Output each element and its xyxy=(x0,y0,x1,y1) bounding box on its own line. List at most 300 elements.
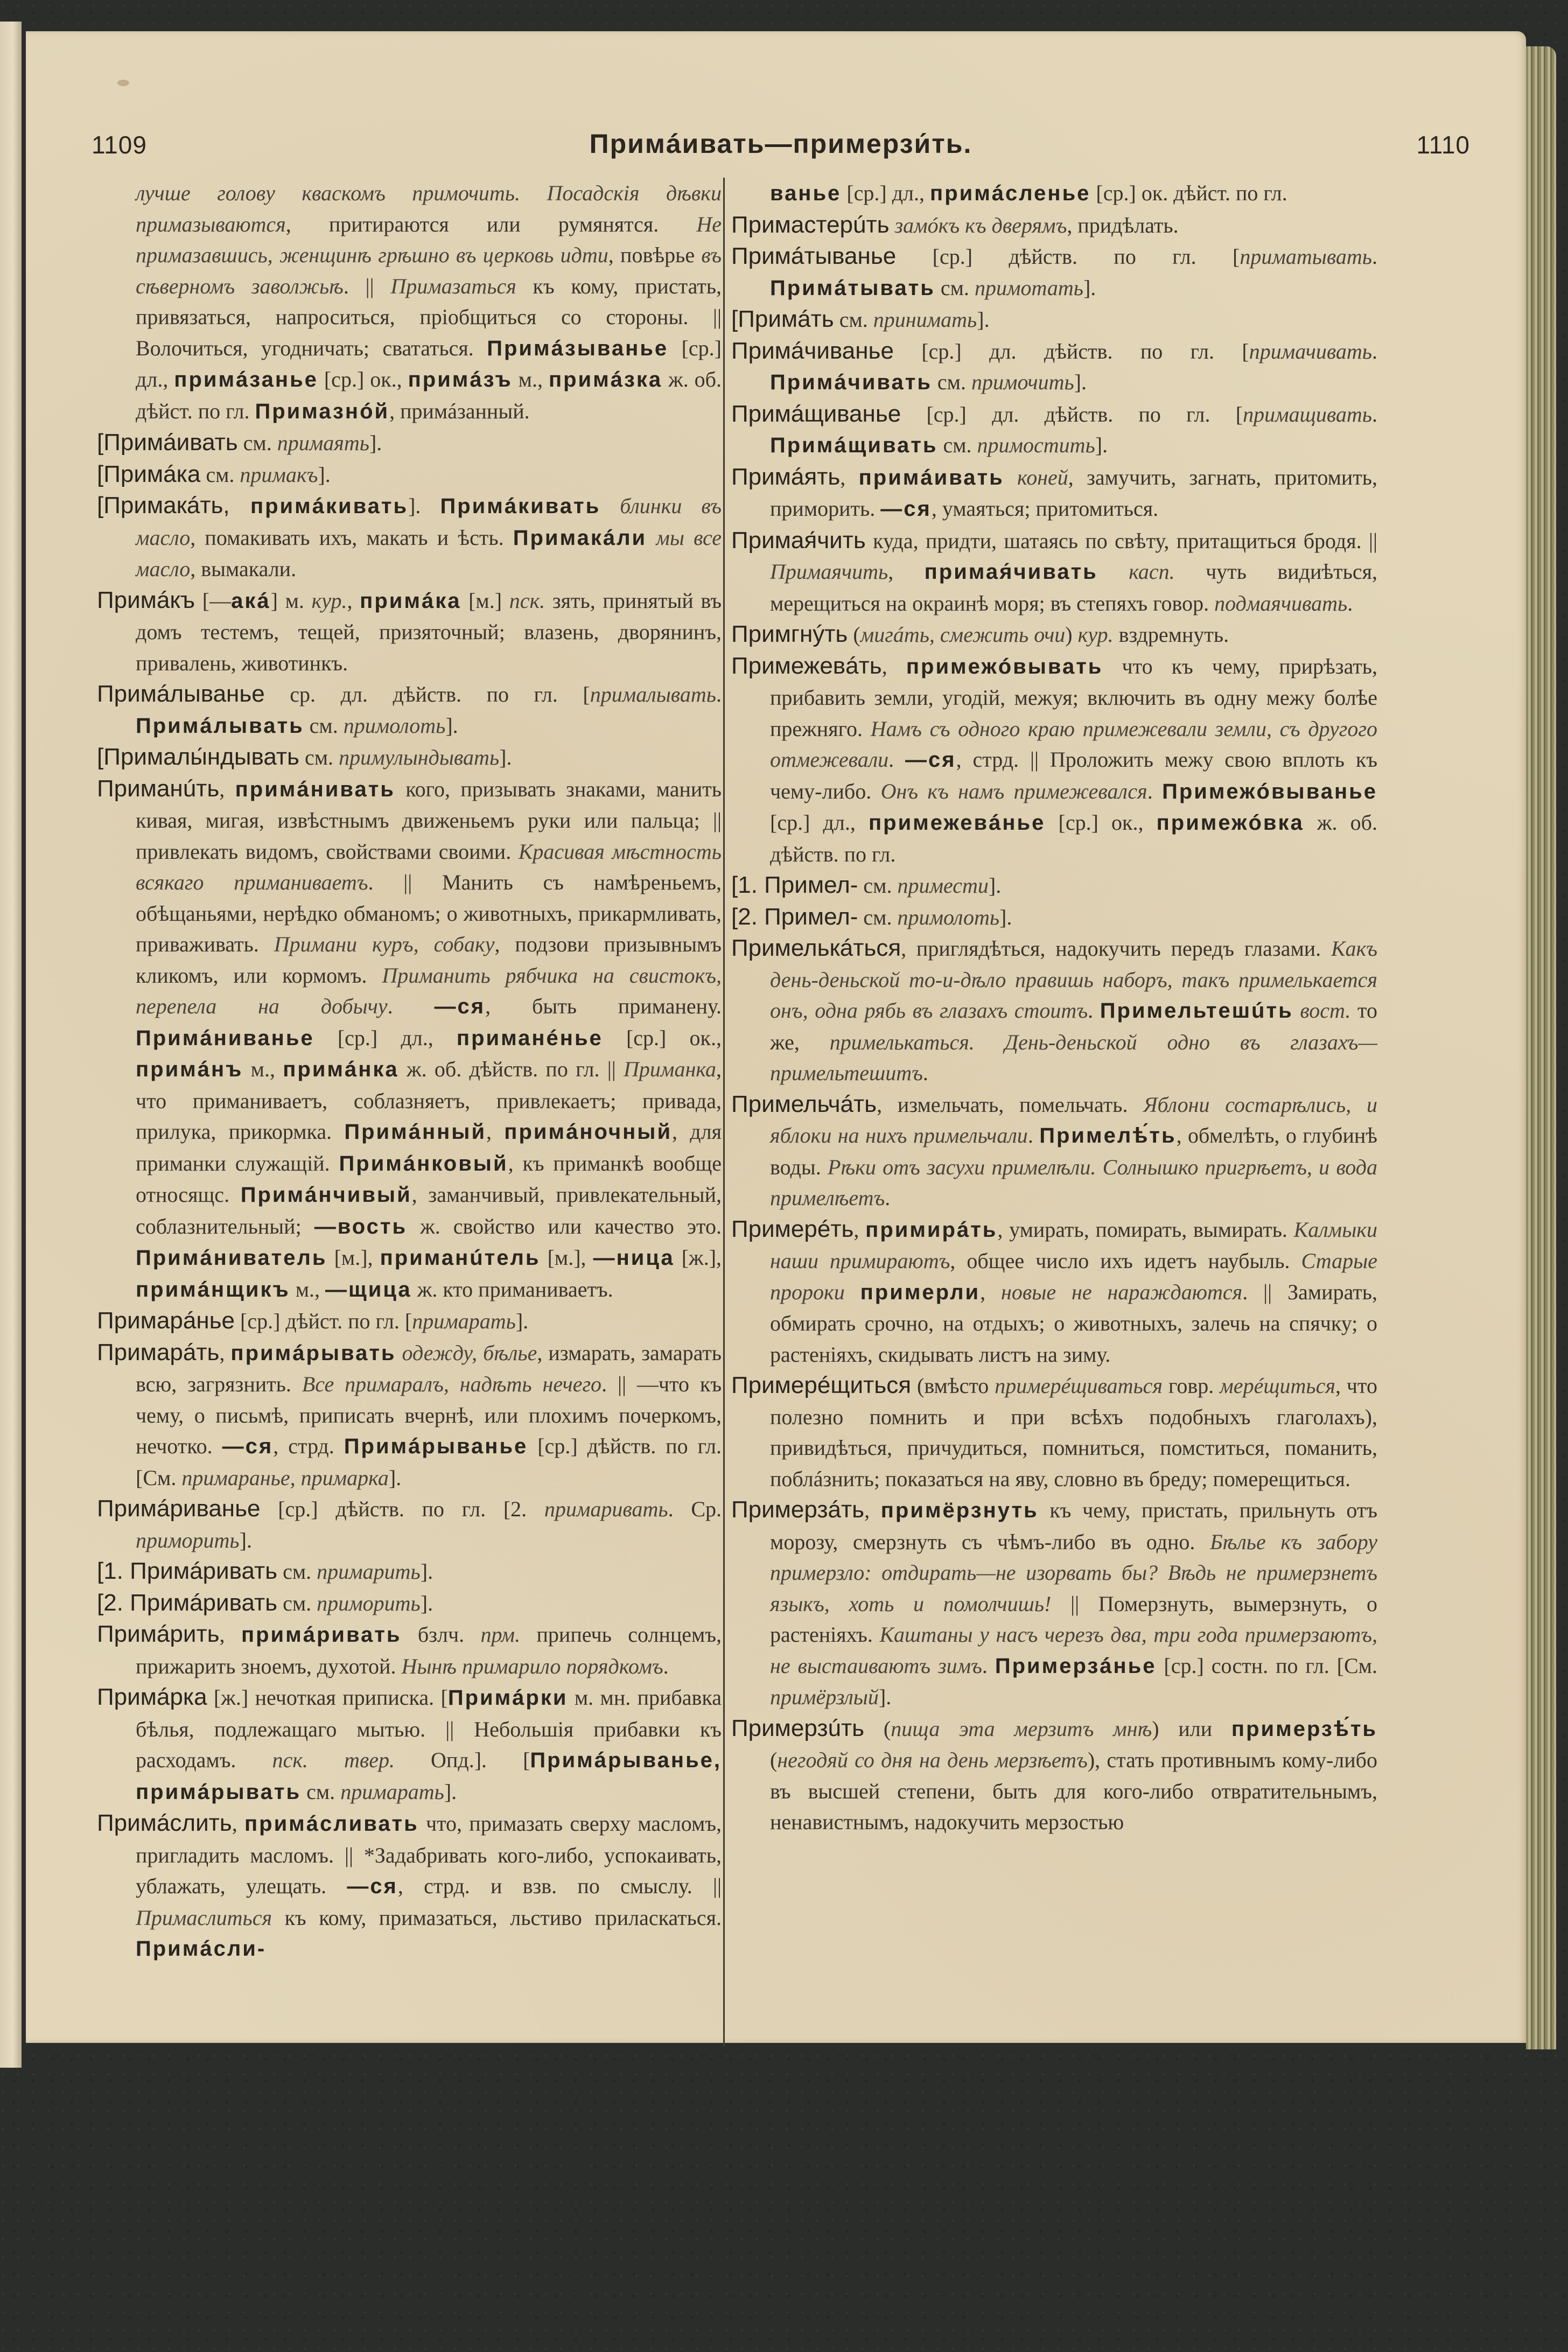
dictionary-entry xyxy=(731,1370,1377,1494)
plain-text: [ж.], xyxy=(674,1245,722,1270)
plain-text: ( xyxy=(864,1716,891,1741)
bold-form: Примáтывать xyxy=(770,276,935,300)
plain-text: ]. xyxy=(318,462,331,487)
italic-text: мы все масло xyxy=(136,525,722,581)
plain-text: , умаяться; притомиться. xyxy=(931,496,1159,521)
italic-text: лучше голову кваскомъ примочить. Посадскія дѣвки примазываются xyxy=(136,181,722,236)
dictionary-entry xyxy=(97,427,722,459)
italic-text: Примани куръ, собаку xyxy=(274,932,495,956)
plain-text: ]. xyxy=(1074,370,1087,394)
plain-text: см. xyxy=(304,713,344,738)
plain-text: . xyxy=(387,994,435,1018)
plain-text: . || xyxy=(343,274,391,298)
dictionary-entry xyxy=(731,1089,1377,1214)
italic-text: прм. xyxy=(480,1622,521,1647)
page-stain xyxy=(117,80,129,86)
dictionary-entry xyxy=(97,1682,722,1808)
plain-text: припечь солнцемъ, прижарить зноемъ, духотой. xyxy=(136,1622,722,1678)
plain-text: ]. xyxy=(388,1465,402,1490)
headword: [Примáивать xyxy=(97,429,238,456)
headword: Примáрка xyxy=(97,1684,207,1710)
bold-form: примáрывать xyxy=(230,1341,396,1365)
plain-text: м., xyxy=(290,1277,326,1301)
headword: Примáять xyxy=(731,463,841,490)
headword: Примáчиванье xyxy=(731,337,894,364)
plain-text: [ср.] дѣйств. по гл. [ xyxy=(896,244,1240,269)
headword: Примерзúть xyxy=(731,1714,865,1741)
plain-text: см. xyxy=(858,905,898,929)
dictionary-entry xyxy=(731,241,1377,304)
italic-text: подмаячивать xyxy=(1214,591,1348,615)
plain-text: см. xyxy=(200,462,240,487)
italic-text: примачивать xyxy=(1249,339,1372,363)
plain-text: , обмелѣть, о глубинѣ воды. xyxy=(770,1123,1377,1179)
headword: Примáрить xyxy=(97,1621,220,1647)
italic-text: Приманить рябчика на свистокъ, перепела на добычу xyxy=(136,963,722,1018)
headword: Примáслить xyxy=(97,1810,232,1836)
italic-text: негодяй со дня на день мерзѣетъ xyxy=(777,1748,1088,1772)
headword: Примая́чить xyxy=(731,527,866,554)
bold-form: примáзанье xyxy=(174,368,318,391)
bold-form: примежóвывать xyxy=(906,654,1103,678)
italic-text: принимать xyxy=(873,307,977,332)
plain-text: м., xyxy=(243,1057,283,1081)
plain-text: , xyxy=(980,1279,1002,1304)
bold-form: акá xyxy=(231,589,271,613)
bold-form: примáзъ xyxy=(408,368,513,391)
italic-text: пск. xyxy=(509,588,545,613)
plain-text: Опд.]. [ xyxy=(395,1748,530,1772)
plain-text: [ср.] дѣйств. по гл. [См. xyxy=(136,1434,722,1490)
italic-text: касп. xyxy=(1129,559,1175,584)
italic-text: примаять xyxy=(277,431,369,455)
dictionary-entry xyxy=(97,1337,722,1494)
dictionary-entry xyxy=(731,398,1377,461)
bold-form: примáка xyxy=(360,589,461,613)
plain-text: , повѣрье xyxy=(608,243,702,267)
dictionary-entry xyxy=(97,490,722,585)
running-head: Примáивать—примерзи́ть. xyxy=(589,129,972,159)
plain-text: , xyxy=(232,1811,244,1836)
bold-form: —щица xyxy=(325,1277,412,1301)
bold-form: примерзѣ́ть xyxy=(1231,1717,1378,1741)
plain-text: ]. xyxy=(420,1559,433,1584)
plain-text: ]. xyxy=(369,431,382,455)
bold-form: —вость xyxy=(314,1214,408,1238)
italic-text: Красивая мѣстность всякаго приманиваетъ xyxy=(136,839,722,894)
plain-text: . xyxy=(1027,1123,1040,1147)
italic-text: Онъ къ намъ примежевался xyxy=(880,779,1147,803)
bold-form: примáнщикъ xyxy=(136,1277,290,1301)
headword: [Примáть xyxy=(731,306,834,332)
bold-form: Примáчивать xyxy=(770,370,932,394)
headword: Приманúть xyxy=(97,775,220,802)
plain-text: бзлч. xyxy=(401,1622,481,1647)
entry-continuation xyxy=(731,178,1377,209)
plain-text: кого, призывать знаками, манить кивая, мигая, извѣстнымъ движеньемъ руки или пальца; || привлекать видомъ, свойствами своими. xyxy=(136,776,722,864)
headword: Примелькáться xyxy=(731,935,901,961)
italic-text: примочить xyxy=(971,370,1074,394)
plain-text: [— xyxy=(195,588,232,613)
plain-text: , xyxy=(486,1119,505,1144)
plain-text xyxy=(1004,465,1017,489)
italic-text: блинки въ масло xyxy=(136,494,722,550)
plain-text: ]. xyxy=(988,873,1002,898)
plain-text: ]. xyxy=(1083,275,1096,300)
dictionary-entry xyxy=(731,933,1377,1089)
bold-form: Примежóвыванье xyxy=(1162,779,1377,803)
plain-text: , измарать, замарать всю, загрязнить. xyxy=(136,1340,722,1396)
plain-text: см. xyxy=(932,370,971,394)
bold-form: Примакáли xyxy=(513,526,647,550)
bold-form: Примáниватель xyxy=(136,1246,327,1270)
plain-text: , умирать, помирать, вымирать. xyxy=(997,1217,1294,1242)
plain-text: см. xyxy=(277,1559,317,1584)
bold-form: Примáниванье xyxy=(136,1026,314,1050)
plain-text: [ср.] ок., xyxy=(603,1025,722,1050)
bold-form: —ся xyxy=(222,1434,274,1458)
plain-text: . Ср. xyxy=(668,1497,722,1521)
bold-form: Примáкивать xyxy=(440,494,601,518)
italic-text: Яблони состарѣлись, и яблоки на нихъ примельчали xyxy=(770,1092,1377,1147)
plain-text: [ср.] дл., xyxy=(770,810,869,835)
plain-text: ) или xyxy=(1152,1716,1231,1741)
bold-form: Примáнный xyxy=(344,1120,487,1144)
column-divider xyxy=(723,178,725,2046)
dictionary-entry xyxy=(731,335,1377,398)
plain-text: ( xyxy=(848,622,860,647)
plain-text: ж. об. дѣйст. по гл. xyxy=(136,367,722,423)
plain-text xyxy=(647,526,656,550)
plain-text: , xyxy=(853,1217,866,1242)
dictionary-entry xyxy=(97,773,722,1306)
italic-text: примолоть xyxy=(897,905,1000,929)
dictionary-entry xyxy=(97,741,722,773)
italic-text: въ сѣверномъ заволжьѣ xyxy=(136,243,722,298)
headword: [Примакáть, xyxy=(97,492,250,519)
headword: Примáтыванье xyxy=(731,243,897,269)
plain-text: . || —что къ чему, о письмѣ, приписать вчернѣ, или плохимъ почеркомъ, нечотко. xyxy=(136,1372,722,1458)
plain-text: см. xyxy=(937,433,977,457)
plain-text: . || Замирать, обмирать срочно, на отдыхъ; о животныхъ, залечь на спячку; о растеніяхъ, скидывать листъ на зиму. xyxy=(770,1279,1378,1367)
plain-text: [ср.] ок., xyxy=(318,367,408,391)
plain-text: см. xyxy=(858,873,898,898)
plain-text: ]. xyxy=(515,1309,529,1333)
italic-text: Примазаться xyxy=(390,274,516,298)
bold-form: примая́чивать xyxy=(924,560,1098,584)
italic-text: Калмыки наши примираютъ xyxy=(770,1217,1378,1273)
bold-form: —ница xyxy=(593,1246,675,1270)
bold-form: приманúтель xyxy=(380,1246,541,1270)
plain-text: . xyxy=(1372,339,1377,363)
plain-text xyxy=(845,1280,860,1304)
plain-text: , что приманиваетъ, соблазняетъ, привлекаетъ; привада, прилука, прикормка. xyxy=(136,1057,722,1144)
italic-text: мигáть, смежить очи xyxy=(860,622,1066,647)
dictionary-entry xyxy=(731,461,1377,525)
plain-text: чуть видиѣться, мерещиться на окраинѣ моря; въ степяхъ говор. xyxy=(770,559,1378,615)
italic-text: примаривать xyxy=(544,1497,668,1521)
page-number-left: 1109 xyxy=(92,131,147,159)
italic-text: пища эта мерзитъ мнѣ xyxy=(891,1716,1152,1741)
headword: [1. Примáривать xyxy=(97,1558,278,1584)
bold-form: Примáрыванье xyxy=(344,1434,528,1458)
bold-form: примежевáнье xyxy=(868,811,1046,835)
bold-form: Примельтешúть xyxy=(1100,999,1293,1023)
headword: Примастерúть xyxy=(731,211,890,238)
plain-text: . xyxy=(1372,402,1377,426)
plain-text: ]. xyxy=(445,713,458,738)
plain-text xyxy=(890,213,895,237)
plain-text: ж. об. дѣйств. по гл. xyxy=(770,810,1377,866)
plain-text: къ чему, пристать, прильнуть отъ морозу, смерзнуть съ чѣмъ-либо въ одно. xyxy=(770,1498,1378,1554)
italic-text: Приманка xyxy=(624,1057,717,1081)
italic-text: примаранье, примарка xyxy=(181,1465,389,1490)
plain-text: , быть приманену. xyxy=(485,994,722,1018)
bold-form: примáсленье xyxy=(930,181,1091,205)
dictionary-entry xyxy=(97,678,722,741)
dictionary-entry xyxy=(97,585,722,679)
italic-text: приморить xyxy=(317,1591,421,1615)
italic-text: Все примаралъ, надѣть нечего xyxy=(302,1372,602,1396)
bold-form: Примелѣ́ть xyxy=(1039,1124,1177,1147)
plain-text: см. xyxy=(834,307,873,332)
bold-form: —ся xyxy=(347,1874,398,1898)
italic-text: Какъ день-деньской то-и-дѣло правишь наборъ, такъ примелькается онъ, одна рябь въ глазахъ стоитъ xyxy=(770,936,1377,1023)
bold-form: Примерзáнье xyxy=(995,1654,1157,1678)
italic-text: кур. xyxy=(1077,622,1114,647)
plain-text: . xyxy=(1088,998,1100,1023)
bold-form: —ся xyxy=(905,748,956,772)
plain-text: ]. xyxy=(499,745,512,769)
plain-text: (вмѣсто xyxy=(911,1374,995,1398)
italic-text: примакъ xyxy=(240,462,318,487)
plain-text: , приглядѣться, надокучить передъ глазами. xyxy=(901,936,1331,961)
plain-text: куда, придти, шатаясь по свѣту, притащиться бродя. || xyxy=(865,528,1377,553)
plain-text xyxy=(1098,559,1129,584)
dictionary-entry xyxy=(731,209,1377,241)
headword: Примáщиванье xyxy=(731,400,901,427)
plain-text: [ж.] нечоткая приписка. [ xyxy=(207,1685,448,1710)
italic-text: примостить xyxy=(977,433,1095,457)
plain-text: . xyxy=(663,1654,669,1678)
italic-text: Каштаны у насъ черезъ два, три года примерзаютъ, не выстаиваютъ зимъ xyxy=(770,1622,1377,1678)
dictionary-entry xyxy=(731,870,1377,901)
plain-text: [ср.] состн. по гл. [См. xyxy=(1156,1653,1377,1678)
plain-text: . xyxy=(888,747,906,772)
italic-text: Примаячить xyxy=(770,559,888,584)
plain-text: . xyxy=(1147,779,1163,803)
bold-form: примерли xyxy=(860,1280,981,1304)
plain-text: . || Манить съ намѣреньемъ, обѣщаньями, нерѣдко обманомъ; о животныхъ, прикармливать, приваживать. xyxy=(136,870,722,956)
plain-text: ] м. xyxy=(270,588,312,613)
italic-text: Старые пророки xyxy=(770,1249,1378,1304)
headword: [2. Примáривать xyxy=(97,1589,278,1616)
plain-text: см. xyxy=(299,745,339,769)
plain-text: къ кому, примазаться, льстиво приласкаться. xyxy=(272,1905,722,1930)
bold-form: Примáсли- xyxy=(136,1937,267,1961)
italic-text: примерéщиваться xyxy=(995,1374,1163,1398)
plain-text: , xyxy=(219,1340,231,1365)
bold-form: примáнка xyxy=(283,1058,399,1081)
plain-text: , для приманки служащій. xyxy=(136,1119,722,1175)
bold-form: примежóвка xyxy=(1156,811,1304,835)
plain-text: что, примазать сверху масломъ, пригладить масломъ. || *Задабривать кого-либо, успокаивать, ублажать, улещать. xyxy=(136,1811,722,1898)
plain-text: , стрд. || Проложить межу свою вплоть къ чему-либо. xyxy=(770,747,1378,803)
bold-form: примáивать xyxy=(858,465,1004,489)
plain-text: то же, xyxy=(770,998,1377,1054)
right-column xyxy=(731,178,1377,1838)
headword: [Примáка xyxy=(97,460,201,487)
bold-form: примáнъ xyxy=(136,1058,243,1081)
italic-text: Не примазавшись, женщинѣ грѣшно въ церковь идти xyxy=(136,212,722,267)
headword: Примежевáть xyxy=(731,652,882,679)
headword: [1. Примел- xyxy=(731,872,858,898)
italic-text: примарать xyxy=(412,1309,516,1333)
plain-text: , притираются или румянятся. xyxy=(285,212,697,236)
plain-text: , xyxy=(888,559,925,584)
bold-form: Примазнóй xyxy=(255,399,390,423)
dictionary-entry xyxy=(97,1556,722,1587)
bold-form: Примáзыванье xyxy=(487,336,669,360)
plain-text: ]. xyxy=(408,494,440,518)
plain-text: . xyxy=(885,1186,891,1210)
plain-text: ( xyxy=(770,1748,778,1772)
plain-text: м. мн. прибавка бѣлья, подлежащаго мытью. || Небольшія прибавки къ расходамъ. xyxy=(136,1685,722,1772)
italic-text: одежду, бѣлье xyxy=(402,1340,537,1365)
plain-text: , примáзанный. xyxy=(389,398,530,423)
left-column xyxy=(97,178,722,1965)
headword: Примерзáть xyxy=(731,1496,865,1523)
bold-form: ванье xyxy=(770,181,842,205)
headword: Примарáнье xyxy=(97,1307,235,1334)
plain-text: , подзови призывнымъ кликомъ, или кормомъ. xyxy=(136,932,722,988)
plain-text: , вымакали. xyxy=(190,557,297,581)
plain-text: ]. xyxy=(444,1779,457,1804)
bold-form: —ся xyxy=(434,995,486,1018)
bold-form: примирáть xyxy=(865,1217,998,1242)
plain-text: , стрд. и взв. по смыслу. || xyxy=(397,1874,722,1898)
plain-text: , xyxy=(864,1498,881,1522)
headword: [Прималы́ндывать xyxy=(97,744,299,770)
plain-text: . xyxy=(1372,244,1377,269)
headword: Примáриванье xyxy=(97,1495,261,1522)
plain-text: вздремнуть. xyxy=(1113,622,1229,647)
plain-text: , помакивать ихъ, макать и ѣсть. xyxy=(190,525,513,550)
italic-text: примолоть xyxy=(343,713,446,738)
plain-text xyxy=(1293,998,1300,1023)
bold-form: Примáщивать xyxy=(770,433,938,457)
plain-text: ]. xyxy=(878,1685,892,1709)
plain-text: , придѣлать. xyxy=(1067,213,1179,237)
plain-text: [ср.] дл., xyxy=(314,1025,457,1050)
italic-text: примести xyxy=(897,873,989,898)
headword: Примгнýть xyxy=(731,621,848,647)
adjacent-page-edge xyxy=(0,22,22,2068)
plain-text: , къ приманкѣ вообще относящс. xyxy=(136,1151,722,1207)
dictionary-entry xyxy=(97,1493,722,1556)
italic-text: приморить xyxy=(136,1528,240,1552)
plain-text: ж. кто приманиваетъ. xyxy=(411,1277,613,1301)
bold-form: примáсливать xyxy=(244,1812,419,1836)
italic-text: новые не нараждаются xyxy=(1001,1279,1243,1304)
plain-text: . xyxy=(1347,591,1353,615)
italic-text: примёрзлый xyxy=(770,1685,879,1709)
plain-text: м., xyxy=(512,367,549,391)
bold-form: —ся xyxy=(880,497,932,521)
headword: Примерéть xyxy=(731,1215,854,1242)
dictionary-entry xyxy=(731,1713,1377,1838)
plain-text: , xyxy=(219,1622,241,1647)
plain-text: см. xyxy=(301,1779,341,1804)
italic-text: прималывать xyxy=(590,682,716,706)
plain-text: , что полезно помнить и при всѣхъ подобныхъ глаголахъ), привидѣться, причудиться, помниться, помститься, поманить, поблáзнить; показаться на яву, словно въ бреду; померещиться. xyxy=(770,1374,1378,1491)
italic-text: примарать xyxy=(340,1779,444,1804)
plain-text: зять, принятый въ домъ тестемъ, тещей, призяточный; влазень, дворянинъ, привалень, животинкъ. xyxy=(136,588,722,675)
plain-text: , xyxy=(881,654,906,678)
italic-text: примащивать xyxy=(1243,402,1372,426)
italic-text: Нынѣ примарило порядкомъ xyxy=(401,1654,663,1678)
italic-text: примулындывать xyxy=(339,745,500,769)
dictionary-entry xyxy=(97,1808,722,1965)
plain-text: ср. дл. дѣйств. по гл. [ xyxy=(264,682,590,706)
plain-text: . xyxy=(922,1061,928,1085)
italic-text: замóкъ къ дверямъ xyxy=(894,213,1067,237)
italic-text: мерéщиться xyxy=(1220,1374,1335,1398)
dictionary-entry xyxy=(97,459,722,491)
bold-form: примáночный xyxy=(504,1120,673,1144)
plain-text: ж. об. дѣйств. по гл. || xyxy=(398,1057,624,1081)
bold-form: примáривать xyxy=(241,1623,402,1647)
plain-text: [ср.] дл. дѣйств. по гл. [ xyxy=(901,402,1243,426)
headword: Примарáть xyxy=(97,1339,220,1366)
bold-form: примáзка xyxy=(548,368,663,391)
dictionary-entry xyxy=(97,1619,722,1682)
plain-text: , заманчивый, привлекательный, соблазнительный; xyxy=(136,1182,722,1238)
dictionary-entry xyxy=(731,1494,1377,1713)
bold-form: Примáлывать xyxy=(136,713,304,738)
entry-continuation xyxy=(97,178,722,427)
plain-text: говр. xyxy=(1163,1374,1220,1398)
plain-text xyxy=(396,1341,402,1365)
bold-form: Примáрыванье, примáрывать xyxy=(136,1748,722,1804)
plain-text: ]. xyxy=(999,905,1012,929)
plain-text: что къ чему, прирѣзать, прибавить земли, угодій, межуя; включить въ одну межу болѣе прежняго. xyxy=(770,654,1378,741)
dictionary-entry xyxy=(97,1587,722,1619)
plain-text: ]. xyxy=(1095,433,1108,457)
bold-form: Примáнчивый xyxy=(240,1183,412,1207)
plain-text: [ср.] дл., xyxy=(841,181,930,205)
plain-text: [ср.] дл. дѣйств. по гл. [ xyxy=(893,339,1249,363)
bold-form: примёрзнуть xyxy=(880,1499,1039,1522)
plain-text: [м.], xyxy=(540,1245,593,1270)
plain-text: , измельчать, помельчать. xyxy=(877,1092,1144,1117)
dictionary-entry xyxy=(731,650,1377,870)
plain-text xyxy=(600,494,620,518)
plain-text: [м.] xyxy=(461,588,509,613)
italic-text: коней xyxy=(1017,465,1068,489)
plain-text: , xyxy=(840,465,859,489)
dictionary-entry xyxy=(731,1214,1377,1370)
plain-text: , стрд. xyxy=(273,1434,344,1458)
italic-text: Намъ съ одного краю примежевали земли, съ другого отмежевали xyxy=(770,716,1377,772)
plain-text: ]. xyxy=(420,1591,433,1615)
plain-text: , xyxy=(219,776,235,801)
headword: Примельчáть xyxy=(731,1090,877,1117)
plain-text: ж. свойство или качество это. xyxy=(407,1214,722,1238)
plain-text: , замучить, загнать, притомить, приморить. xyxy=(770,465,1378,521)
dictionary-entry xyxy=(731,525,1377,619)
dictionary-entry xyxy=(731,901,1377,933)
